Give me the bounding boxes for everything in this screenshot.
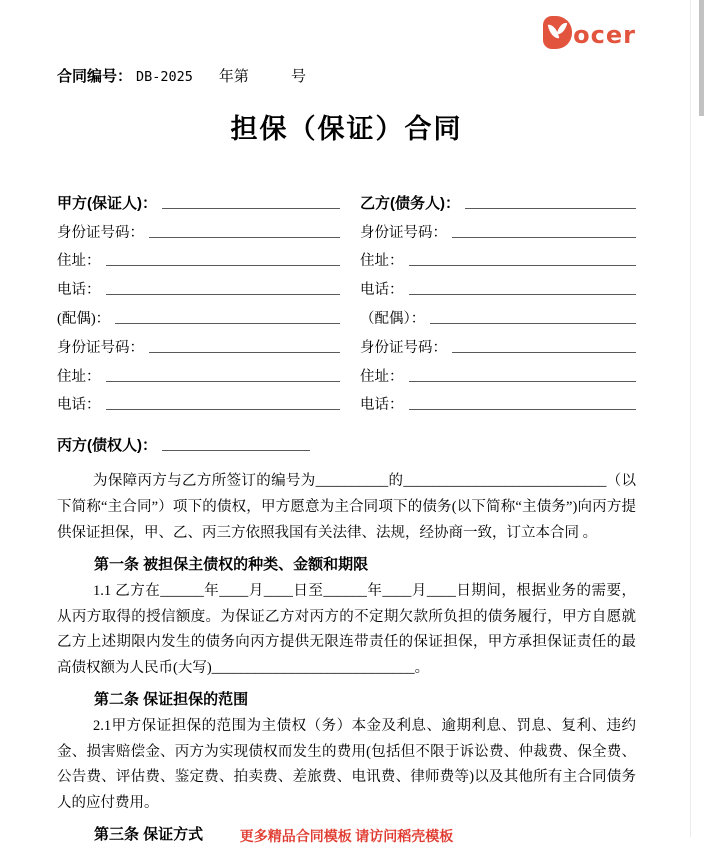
blank-underline (162, 449, 310, 451)
docer-logo-text: ocer (573, 21, 636, 49)
section-2-body: 2.1甲方保证担保的范围为主债权（务）本金及利息、逾期利息、罚息、复利、违约金、损害赔偿金、丙方为实现债权而发生的费用(包括但不限于诉讼费、仲裁费、保全费、公告费、评估费、鉴定费、拍卖费、差旅费、电讯费、律师费等)以及其他所有主合同债务人的应付费用。 (57, 718, 636, 811)
party-b-address-row (360, 242, 636, 271)
parties-form (57, 184, 636, 414)
phone-label: 电话： (57, 282, 101, 299)
blank-underline (149, 236, 340, 238)
party-a-name-row (57, 184, 340, 213)
party-b-label: 乙方(债务人)： (360, 194, 460, 212)
page-title: 担保（保证）合同 (230, 114, 463, 144)
blank-underline (465, 207, 636, 209)
id-number-label: 身份证号码： (57, 224, 144, 241)
party-a-label: 甲方(保证人)： (57, 194, 157, 212)
contract-number-year-text: 年第 (218, 69, 249, 85)
party-b-spouse-row (360, 299, 636, 328)
blank-underline (452, 236, 636, 238)
address-label: 住址： (57, 368, 101, 385)
address-label: 住址： (360, 368, 404, 385)
blank-underline (106, 408, 341, 410)
vertical-scrollbar-thumb[interactable] (699, 0, 704, 116)
blank-underline (106, 264, 341, 266)
blank-underline (430, 322, 636, 324)
party-a-spouse-id-row (57, 328, 340, 357)
blank-underline (149, 351, 340, 353)
id-number-label: 身份证号码： (360, 339, 447, 356)
id-number-label: 身份证号码： (57, 339, 144, 356)
contract-number-line (57, 65, 636, 86)
phone-label: 电话： (57, 397, 101, 414)
party-c-row (57, 429, 636, 455)
id-number-label: 身份证号码： (360, 224, 447, 241)
address-label: 住址： (57, 253, 101, 270)
section-3-heading: 第三条 保证方式 (94, 826, 204, 844)
section-2-heading: 第二条 保证担保的范围 (94, 691, 249, 709)
section-1-body: 1.1 乙方在______年____月____日至______年____月____日期间，根据业务的需要，从丙方取得的授信额度。为保证乙方对丙方的不定期欠款所负担的债务履行，甲方自愿就乙方上述期限内发生的债务向丙方提供无限连带责任的保证担保，甲方承担保证责任的最高债权额为人民币(大写)____________________________。 (57, 583, 636, 676)
party-b-phone-row (360, 270, 636, 299)
phone-label: 电话： (360, 282, 404, 299)
address-label: 住址： (360, 253, 404, 270)
header-row (57, 15, 636, 53)
section-1-heading: 第一条 被担保主债权的种类、金额和期限 (94, 556, 369, 574)
blank-underline (106, 380, 341, 382)
party-b-spouse-phone-row (360, 386, 636, 415)
docer-leaf-icon (543, 16, 572, 49)
party-a-id-row (57, 213, 340, 242)
party-a-spouse-row (57, 299, 340, 328)
party-c-label: 丙方(债权人)： (57, 437, 157, 455)
party-a-address-row (57, 242, 340, 271)
document-page (57, 0, 636, 849)
party-b-name-row (360, 184, 636, 213)
party-b-column (360, 184, 636, 414)
clipped-red-watermark-text: 更多精品合同模板 请访问稻壳模板 (239, 830, 454, 845)
intro-paragraph: 为保障丙方与乙方所签订的编号为__________的____________________________（以下简称“主合同”）项下的债权，甲方愿意为主合同项下的债务(以下简称“主债务”)向丙方提供保证担保，甲、乙、丙三方依照我国有关法律、法规，经协商一致，订立本合同 。 (57, 473, 636, 542)
docer-logo (543, 15, 636, 49)
contract-number-label: 合同编号： (57, 68, 133, 85)
blank-underline (409, 408, 637, 410)
blank-underline (409, 293, 637, 295)
party-b-id-row (360, 213, 636, 242)
party-b-spouse-address-row (360, 357, 636, 386)
blank-underline (106, 293, 341, 295)
blank-underline (115, 322, 340, 324)
blank-underline (452, 351, 636, 353)
blank-underline (409, 264, 637, 266)
blank-underline (162, 207, 340, 209)
page-edge-divider (690, 0, 691, 837)
contract-number-suffix: 号 (290, 69, 306, 85)
party-a-spouse-address-row (57, 357, 340, 386)
spouse-label: （配偶）： (360, 310, 426, 327)
leaf-petal-icon (557, 21, 568, 35)
contract-number-code: DB-2025 (136, 69, 193, 85)
party-b-spouse-id-row (360, 328, 636, 357)
party-a-spouse-phone-row (57, 386, 340, 415)
party-a-phone-row (57, 270, 340, 299)
blank-underline (409, 380, 637, 382)
spouse-label: (配偶)： (57, 310, 111, 327)
party-a-column (57, 184, 340, 414)
phone-label: 电话： (360, 397, 404, 414)
